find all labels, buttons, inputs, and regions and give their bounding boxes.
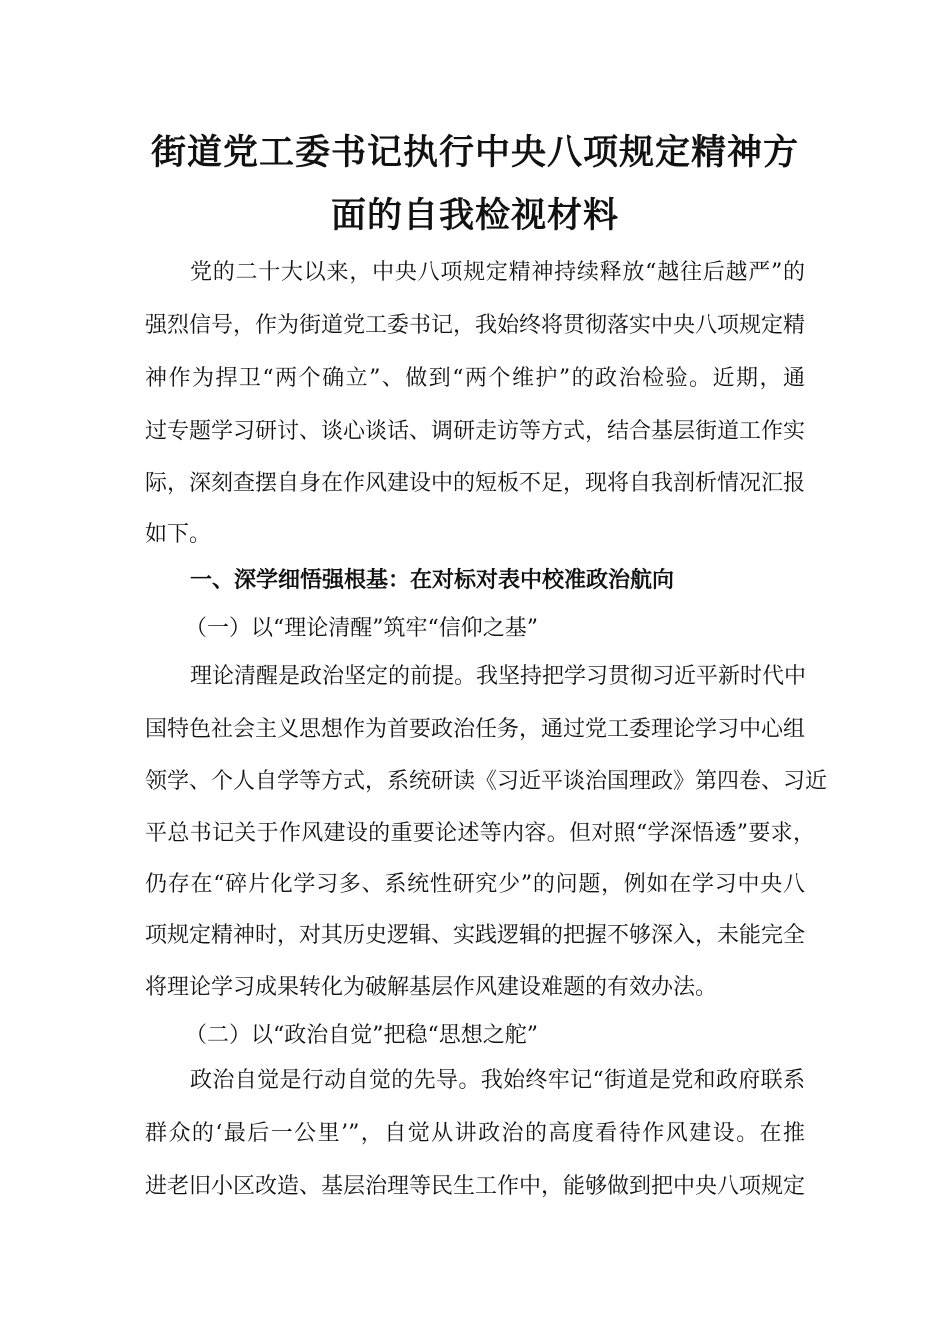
title-line: 街道党工委书记执行中央八项规定精神方 xyxy=(150,132,799,173)
paragraph-line: 项规定精神时，对其历史逻辑、实践逻辑的把握不够深入，未能完全 xyxy=(145,923,806,948)
intro-line: 过专题学习研讨、谈心谈话、调研走访等方式，结合基层街道工作实 xyxy=(145,419,806,444)
section-heading: 一、深学细悟强根基：在对标对表中校准政治航向 xyxy=(190,568,675,593)
intro-line: 如下。 xyxy=(145,522,212,547)
paragraph-line: 政治自觉是行动自觉的先导。我始终牢记“街道是党和政府联系 xyxy=(190,1068,805,1093)
paragraph-line: 理论清醒是政治坚定的前提。我坚持把学习贯彻习近平新时代中 xyxy=(190,664,807,689)
intro-line: 际，深刻查摆自身在作风建设中的短板不足，现将自我剖析情况汇报 xyxy=(145,471,806,496)
paragraph-line: 将理论学习成果转化为破解基层作风建设难题的有效办法。 xyxy=(145,975,718,1000)
paragraph-line: 群众的‘最后一公里’”，自觉从讲政治的高度看待作风建设。在推 xyxy=(145,1121,805,1146)
subsection-heading: （一）以“理论清醒”筑牢“信仰之基” xyxy=(185,616,538,641)
paragraph-line: 仍存在“碎片化学习多、系统性研究少”的问题，例如在学习中央八 xyxy=(145,872,805,897)
paragraph-line: 领学、个人自学等方式，系统研读《习近平谈治国理政》第四卷、习近 xyxy=(145,769,828,794)
intro-line: 党的二十大以来，中央八项规定精神持续释放“越往后越严”的 xyxy=(190,260,805,285)
title-line: 面的自我检视材料 xyxy=(330,195,619,236)
paragraph-line: 进老旧小区改造、基层治理等民生工作中，能够做到把中央八项规定 xyxy=(145,1174,806,1199)
intro-line: 强烈信号，作为街道党工委书记，我始终将贯彻落实中央八项规定精 xyxy=(145,313,806,338)
paragraph-line: 国特色社会主义思想作为首要政治任务，通过党工委理论学习中心组 xyxy=(145,717,806,742)
subsection-heading: （二）以“政治自觉”把稳“思想之舵” xyxy=(185,1023,538,1048)
intro-line: 神作为捍卫“两个确立”、做到“两个维护”的政治检验。近期，通 xyxy=(145,366,805,391)
paragraph-line: 平总书记关于作风建设的重要论述等内容。但对照“学深悟透”要求， xyxy=(145,821,815,846)
